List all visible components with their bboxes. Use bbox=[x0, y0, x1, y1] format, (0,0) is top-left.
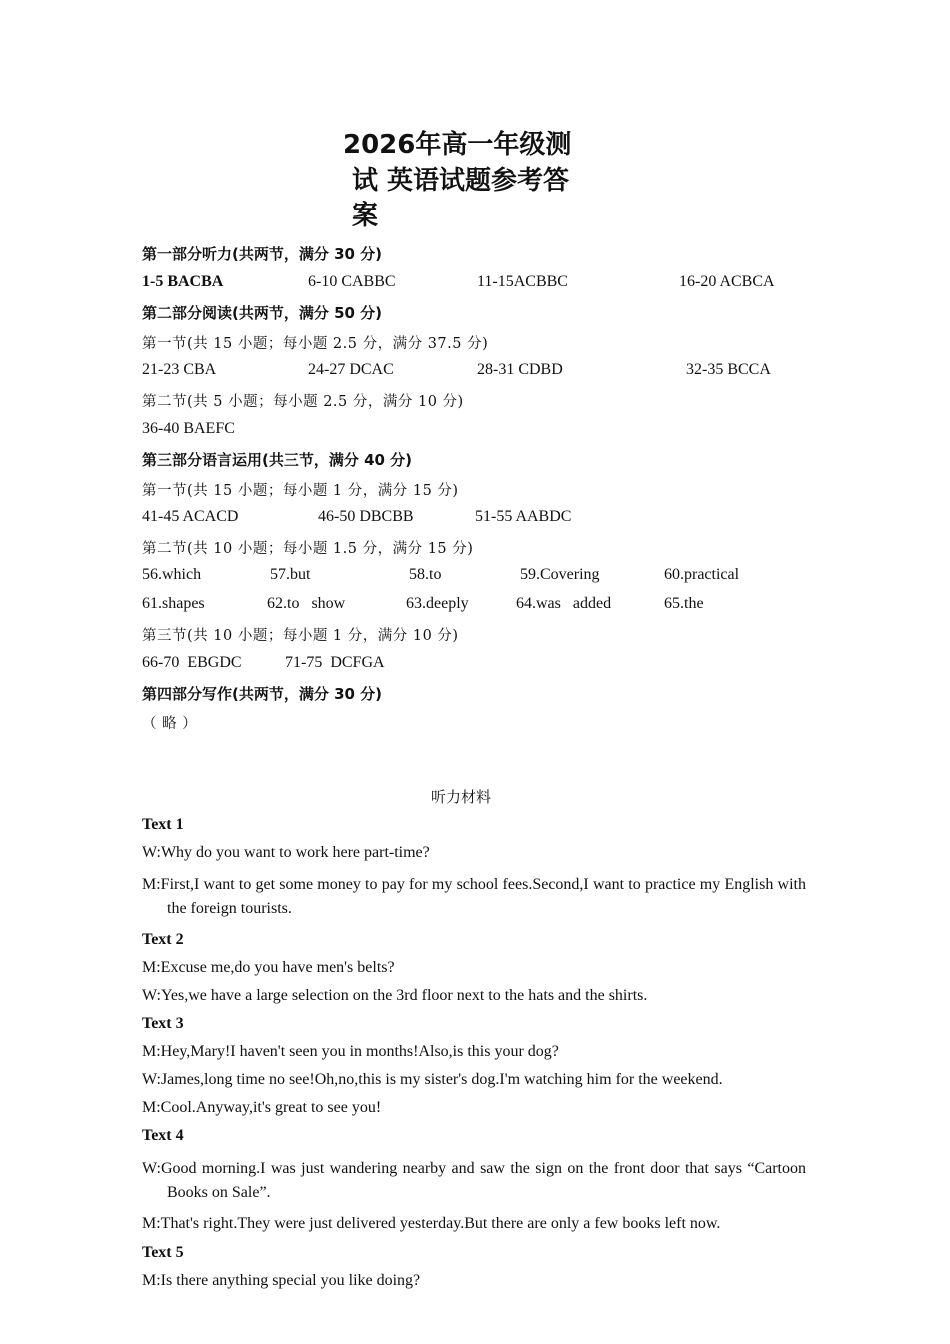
dialogue-line: M:Is there anything special you like doing? bbox=[142, 1272, 421, 1289]
fill-answer: 64.was added bbox=[516, 595, 612, 612]
fill-answer: 57.but bbox=[270, 566, 311, 583]
answer-group: 71-75 DCFGA bbox=[285, 654, 385, 671]
dialogue-line: W:Yes,we have a large selection on the 3rd floor next to the hats and the shirts. bbox=[142, 987, 648, 1004]
text-label: Text 1 bbox=[142, 816, 184, 833]
answer-group: 11-15ACBBC bbox=[477, 273, 568, 290]
fill-answer: 61.shapes bbox=[142, 595, 205, 612]
dialogue-line: M:Cool.Anyway,it's great to see you! bbox=[142, 1099, 382, 1116]
dialogue-paragraph bbox=[142, 873, 806, 921]
answer-group: 46-50 DBCBB bbox=[318, 508, 414, 525]
part2-heading: 第二部分阅读(共两节，满分 50 分) bbox=[142, 304, 383, 322]
fill-answer: 56.which bbox=[142, 566, 202, 583]
text-label: Text 5 bbox=[142, 1244, 184, 1261]
answer-group: 21-23 CBA bbox=[142, 361, 217, 378]
answer-group: 36-40 BAEFC bbox=[142, 420, 235, 437]
fill-answer: 59.Covering bbox=[520, 566, 600, 583]
answer-group: 6-10 CABBC bbox=[308, 273, 396, 290]
dialogue-line: W:Good morning.I was just wandering nearby and saw the sign on the front door that says “Cartoon Books on Sale”. bbox=[142, 1160, 806, 1201]
answer-group: 24-27 DCAC bbox=[308, 361, 394, 378]
dialogue-line: M:That's right.They were just delivered yesterday.But there are only a few books left now. bbox=[142, 1215, 721, 1232]
answer-group: 41-45 ACACD bbox=[142, 508, 239, 525]
answer-group: 16-20 ACBCA bbox=[679, 273, 775, 290]
part3-section3-label: 第三节(共 10 小题；每小题 1 分，满分 10 分) bbox=[142, 628, 459, 644]
part1-heading: 第一部分听力(共两节，满分 30 分) bbox=[142, 245, 383, 263]
fill-answer: 58.to bbox=[409, 566, 442, 583]
dialogue-paragraph bbox=[142, 1157, 806, 1205]
dialogue-line: W:Why do you want to work here part-time? bbox=[142, 844, 430, 861]
fill-answer: 62.to show bbox=[267, 595, 346, 612]
text-label: Text 3 bbox=[142, 1015, 184, 1032]
answer-group: 32-35 BCCA bbox=[686, 361, 771, 378]
dialogue-line: M:Excuse me,do you have men's belts? bbox=[142, 959, 395, 976]
text-label: Text 4 bbox=[142, 1127, 184, 1144]
part3-section2-label: 第二节(共 10 小题；每小题 1.5 分，满分 15 分) bbox=[142, 541, 474, 557]
part2-section1-label: 第一节(共 15 小题；每小题 2.5 分，满分 37.5 分) bbox=[142, 336, 489, 352]
fill-answer: 60.practical bbox=[664, 566, 740, 583]
dialogue-line: W:James,long time no see!Oh,no,this is my sister's dog.I'm watching him for the weekend. bbox=[142, 1071, 723, 1088]
answer-group: 51-55 AABDC bbox=[475, 508, 572, 525]
part3-section1-label: 第一节(共 15 小题；每小题 1 分，满分 15 分) bbox=[142, 483, 459, 499]
fill-answer: 65.the bbox=[664, 595, 704, 612]
dialogue-line: M:First,I want to get some money to pay for my school fees.Second,I want to practice my English with the foreign tourists. bbox=[142, 876, 806, 917]
part4-note: （ 略 ） bbox=[142, 716, 198, 732]
fill-answer: 63.deeply bbox=[406, 595, 469, 612]
part3-heading: 第三部分语言运用(共三节，满分 40 分) bbox=[142, 451, 413, 469]
document-title-line-1: 2026年高一年级测 bbox=[343, 130, 572, 160]
part2-section2-label: 第二节(共 5 小题；每小题 2.5 分，满分 10 分) bbox=[142, 394, 464, 410]
document-title-line-2: 试 英语试题参考答 bbox=[352, 166, 570, 196]
answer-group: 1-5 BACBA bbox=[142, 273, 224, 290]
document-title-line-3: 案 bbox=[352, 201, 379, 231]
text-label: Text 2 bbox=[142, 931, 184, 948]
listening-heading: 听力材料 bbox=[430, 788, 491, 806]
dialogue-line: M:Hey,Mary!I haven't seen you in months!Also,is this your dog? bbox=[142, 1043, 559, 1060]
part4-heading: 第四部分写作(共两节，满分 30 分) bbox=[142, 685, 383, 703]
answer-group: 66-70 EBGDC bbox=[142, 654, 242, 671]
answer-group: 28-31 CDBD bbox=[477, 361, 563, 378]
